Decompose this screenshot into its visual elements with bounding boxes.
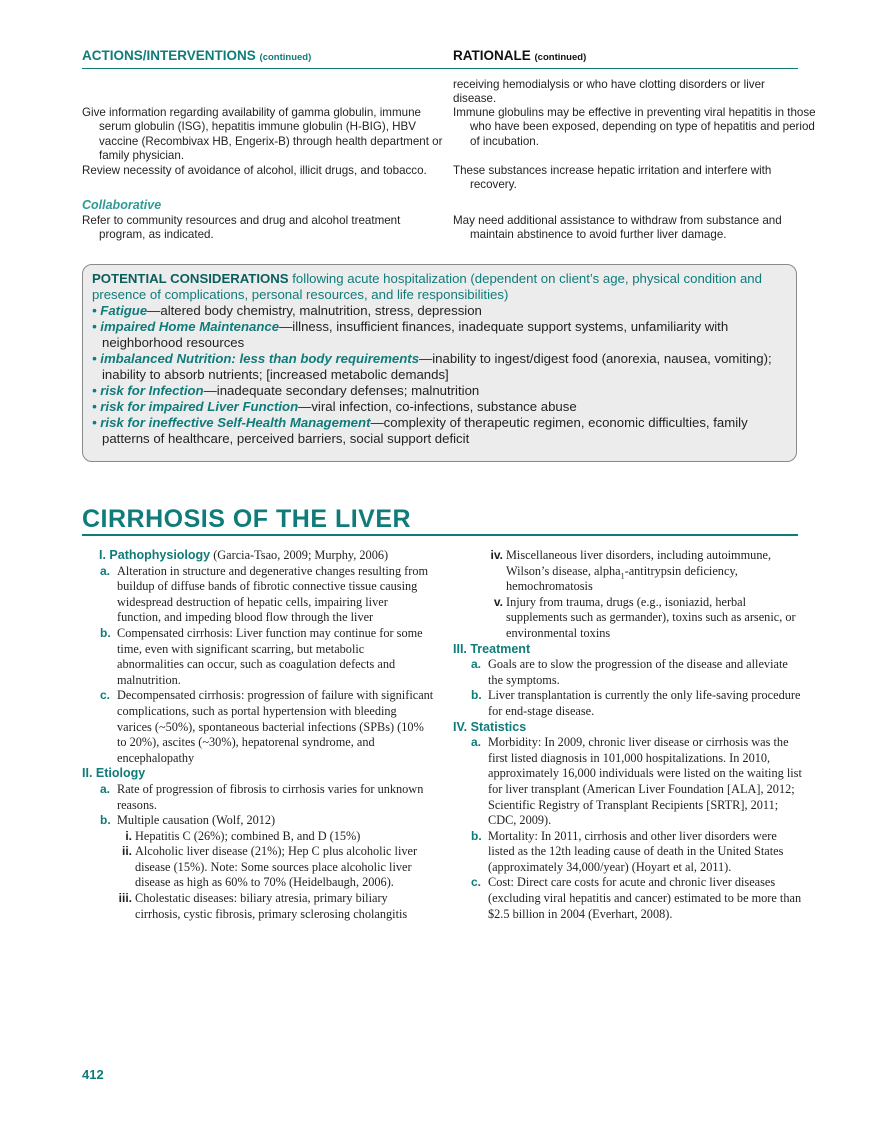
- considerations-intro-text: following acute hospitalization (dependent on client’s age, physical condition and presence of complications, personal resources, and life responsibilities): [92, 271, 762, 302]
- list-item: a. Alteration in structure and degenerative changes resulting from buildup of diffuse bands of fibrotic connective tissue causing widespread destruction of hepatic cells, impairing liver function, and impeding blood flow through the liver: [100, 563, 429, 625]
- considerations-title: POTENTIAL CONSIDERATIONS: [92, 271, 289, 286]
- bullet-icon: •: [92, 303, 101, 318]
- actions-header: ACTIONS/INTERVENTIONS (continued): [82, 48, 312, 63]
- list-item: a. Morbidity: In 2009, chronic liver disease or cirrhosis was the first listed diagnosis in 101,000 hospitalizations. In 2010, approximately 16,000 individuals were listed on the waiting list for liver transplant (American Liver Foundation [ALA], 2012; Scientific Registry of Transplant Recipients [SRTR], 2011; CDC, 2009).: [471, 735, 802, 828]
- list-item: iv. Miscellaneous liver disorders, including autoimmune, Wilson’s disease, alpha$_1$-antitrypsin deficiency, hemochromatosis: [490, 548, 772, 594]
- consideration-item: [92, 399, 786, 415]
- section-title: CIRRHOSIS OF THE LIVER: [82, 505, 412, 533]
- diagnosis-text: —viral infection, co-infections, substance abuse: [298, 399, 577, 414]
- rationale-header: RATIONALE (continued): [453, 48, 587, 63]
- list-item: b. Mortality: In 2011, cirrhosis and other liver disorders were listed as the 12th leading cause of death in the United States (approximately 34,000/year) (Hoyart et al, 2011).: [471, 828, 784, 874]
- diagnosis-text: —illness, insufficient finances, inadequate support systems, unfamiliarity with neighborhood resources: [102, 319, 729, 350]
- list-item: c. Cost: Direct care costs for acute and chronic liver diseases (excluding viral hepatitis and cancer) estimated to be more than $2.5 billion in 2004 (Everhart, 2008).: [471, 875, 802, 921]
- diagnosis-label: risk for ineffective Self-Health Management: [100, 415, 371, 430]
- diagnosis-label: imbalanced Nutrition: less than body requirements: [100, 351, 420, 366]
- rationale-avoidance: These substances increase hepatic irritation and interfere with recovery.: [453, 164, 772, 192]
- list-item: ii. Alcoholic liver disease (21%); Hep C plus alcoholic liver disease (15%). Note: Some sources place alcoholic liver disease as high as 60% to 70% (Heidelbaugh, 2006).: [121, 844, 418, 890]
- diagnosis-label: impaired Home Maintenance: [100, 319, 280, 334]
- right-column: [453, 548, 803, 922]
- bullet-icon: •: [92, 351, 101, 366]
- diagnosis-label: risk for impaired Liver Function: [100, 399, 299, 414]
- diagnosis-text: —inability to ingest/digest food (anorexia, nausea, vomiting); inability to absorb nutrients; [increased metabolic demands]: [102, 351, 772, 382]
- rationale-gamma-globulin: Immune globulins may be effective in preventing viral hepatitis in those who have been exposed, depending on type of hepatitis and period of incubation.: [453, 106, 816, 148]
- bullet-icon: •: [92, 399, 101, 414]
- bullet-icon: •: [92, 383, 101, 398]
- list-item: a. Rate of progression of fibrosis to cirrhosis varies for unknown reasons.: [100, 781, 424, 812]
- diagnosis-text: —complexity of therapeutic regimen, economic difficulties, family patterns of healthcare, perceived barriers, social support deficit: [102, 415, 748, 446]
- rationale-refer: May need additional assistance to withdraw from substance and maintain abstinence to avoid further liver damage.: [453, 214, 782, 242]
- list-item: b. Compensated cirrhosis: Liver function may continue for some time, even with significant scarring, but metabolic abnormalities can occur, such as coagulation defects and malnutrition.: [100, 625, 423, 687]
- considerations-intro: [92, 271, 786, 303]
- pathophysiology-heading: I. Pathophysiology (Garcia-Tsao, 2009; Murphy, 2006): [99, 548, 389, 562]
- list-item: iii. Cholestatic diseases: biliary atresia, primary biliary cirrhosis, cystic fibrosis, primary sclerosing cholangitis: [118, 891, 408, 921]
- treatment-heading: III. Treatment: [453, 641, 531, 656]
- consideration-item: [92, 383, 786, 399]
- diagnosis-text: —altered body chemistry, malnutrition, stress, depression: [147, 303, 482, 318]
- header-rule: [82, 68, 798, 69]
- consideration-item: [92, 415, 786, 447]
- left-column: [82, 548, 434, 922]
- action-gamma-globulin: Give information regarding availability of gamma globulin, immune serum globulin (ISG), hepatitis immune globulin (H-BIG), HBV vaccine (Recombivax HB, Engerix-B) through health department or family physician.: [82, 106, 443, 163]
- list-item: b. Multiple causation (Wolf, 2012): [100, 813, 276, 828]
- consideration-item: [92, 351, 786, 383]
- action-avoidance: Review necessity of avoidance of alcohol, illicit drugs, and tobacco.: [82, 164, 427, 177]
- rationale-continued: receiving hemodialysis or who have clotting disorders or liver disease.: [453, 78, 765, 106]
- statistics-heading: IV. Statistics: [453, 719, 527, 734]
- list-item: c. Decompensated cirrhosis: progression of failure with significant complications, such as portal hypertension with bleeding varices (~50%), spontaneous bacterial infections (SPBs) (10% to 20%), ascites (~30%), hepatorenal syndrome, and encephalopathy: [100, 688, 434, 765]
- bullet-icon: •: [92, 319, 101, 334]
- consideration-item: [92, 319, 786, 351]
- bullet-icon: •: [92, 415, 101, 430]
- etiology-heading: II. Etiology: [82, 766, 146, 781]
- section-title-rule: [82, 534, 798, 536]
- diagnosis-label: risk for Infection: [100, 383, 204, 398]
- diagnosis-label: Fatigue: [100, 303, 148, 318]
- diagnosis-text: —inadequate secondary defenses; malnutrition: [203, 383, 480, 398]
- page-number: 412: [82, 1067, 104, 1082]
- list-item: v. Injury from trauma, drugs (e.g., isoniazid, herbal supplements such as germander), toxins such as arsenic, or environmental toxins: [493, 594, 796, 640]
- action-refer: Refer to community resources and drug and alcohol treatment program, as indicated.: [82, 214, 401, 242]
- list-item: a. Goals are to slow the progression of the disease and alleviate the symptoms.: [471, 657, 788, 687]
- collaborative-heading: Collaborative: [82, 198, 162, 212]
- list-item: b. Liver transplantation is currently the only life-saving procedure for end-stage disease.: [471, 688, 801, 718]
- potential-considerations-box: [82, 264, 797, 462]
- list-item: i. Hepatitis C (26%); combined B, and D (15%): [125, 828, 361, 843]
- consideration-item: [92, 303, 786, 319]
